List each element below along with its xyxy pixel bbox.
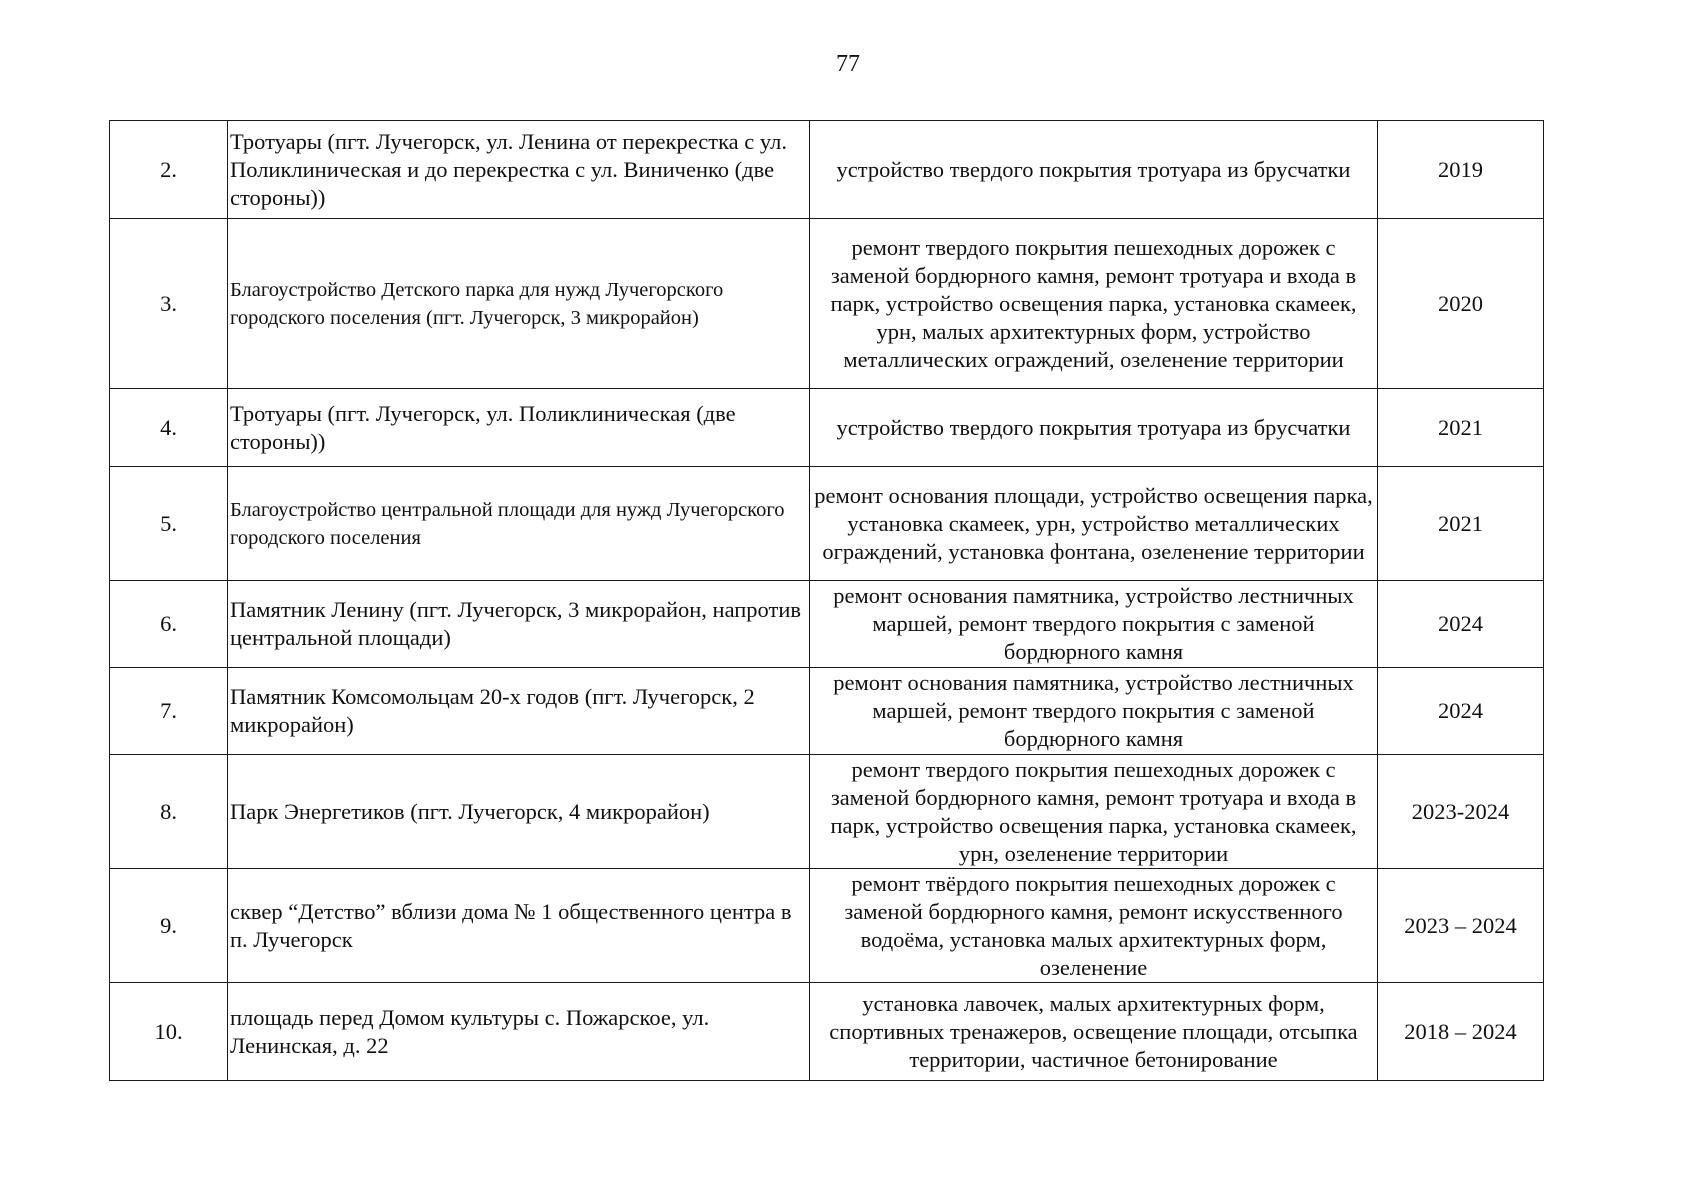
table-row	[110, 983, 1544, 1081]
work-description: ремонт основания памятника, устройство лестничных маршей, ремонт твердого покрытия с заменой бордюрного камня	[810, 668, 1378, 755]
table-row	[110, 668, 1544, 755]
table-row	[110, 389, 1544, 467]
object-name: Парк Энергетиков (пгт. Лучегорск, 4 микрорайон)	[228, 755, 810, 869]
row-number: 5.	[110, 467, 228, 581]
improvement-works-table	[109, 120, 1544, 1081]
work-description: ремонт твердого покрытия пешеходных дорожек с заменой бордюрного камня, ремонт тротуара и входа в парк, устройство освещения парка, установка скамеек, урн, озеленение территории	[810, 755, 1378, 869]
row-number: 8.	[110, 755, 228, 869]
work-description: устройство твердого покрытия тротуара из брусчатки	[810, 389, 1378, 467]
work-description: ремонт твердого покрытия пешеходных дорожек с заменой бордюрного камня, ремонт тротуара и входа в парк, устройство освещения парка, установка скамеек, урн, малых архитектурных форм, устройство металлических ограждений, озеленение территории	[810, 219, 1378, 389]
year: 2023 – 2024	[1378, 869, 1544, 983]
object-name: Памятник Ленину (пгт. Лучегорск, 3 микрорайон, напротив центральной площади)	[228, 581, 810, 668]
year: 2024	[1378, 581, 1544, 668]
work-description: ремонт основания памятника, устройство лестничных маршей, ремонт твердого покрытия с заменой бордюрного камня	[810, 581, 1378, 668]
year: 2021	[1378, 467, 1544, 581]
work-description: ремонт твёрдого покрытия пешеходных дорожек с заменой бордюрного камня, ремонт искусственного водоёма, установка малых архитектурных форм, озеленение	[810, 869, 1378, 983]
year: 2021	[1378, 389, 1544, 467]
table-row	[110, 755, 1544, 869]
object-name: Благоустройство центральной площади для нужд Лучегорского городского поселения	[228, 467, 810, 581]
year: 2020	[1378, 219, 1544, 389]
page-number: 77	[836, 51, 860, 77]
object-name: площадь перед Домом культуры с. Пожарское, ул. Ленинская, д. 22	[228, 983, 810, 1081]
table-row	[110, 219, 1544, 389]
work-description: установка лавочек, малых архитектурных форм, спортивных тренажеров, освещение площади, отсыпка территории, частичное бетонирование	[810, 983, 1378, 1081]
table-row	[110, 121, 1544, 219]
object-name: Тротуары (пгт. Лучегорск, ул. Ленина от перекрестка с ул. Поликлиническая и до перекрестка с ул. Виниченко (две стороны))	[228, 121, 810, 219]
row-number: 3.	[110, 219, 228, 389]
work-description: ремонт основания площади, устройство освещения парка, установка скамеек, урн, устройство металлических ограждений, установка фонтана, озеленение территории	[810, 467, 1378, 581]
object-name: Тротуары (пгт. Лучегорск, ул. Поликлиническая (две стороны))	[228, 389, 810, 467]
object-name: Памятник Комсомольцам 20-х годов (пгт. Лучегорск, 2 микрорайон)	[228, 668, 810, 755]
year: 2019	[1378, 121, 1544, 219]
object-name: сквер “Детство” вблизи дома № 1 общественного центра в п. Лучегорск	[228, 869, 810, 983]
row-number: 10.	[110, 983, 228, 1081]
year: 2018 – 2024	[1378, 983, 1544, 1081]
year: 2024	[1378, 668, 1544, 755]
row-number: 7.	[110, 668, 228, 755]
work-description: устройство твердого покрытия тротуара из брусчатки	[810, 121, 1378, 219]
table-row	[110, 581, 1544, 668]
row-number: 9.	[110, 869, 228, 983]
object-name: Благоустройство Детского парка для нужд Лучегорского городского поселения (пгт. Лучегорск, 3 микрорайон)	[228, 219, 810, 389]
row-number: 2.	[110, 121, 228, 219]
year: 2023-2024	[1378, 755, 1544, 869]
table-row	[110, 467, 1544, 581]
row-number: 6.	[110, 581, 228, 668]
row-number: 4.	[110, 389, 228, 467]
table-row	[110, 869, 1544, 983]
